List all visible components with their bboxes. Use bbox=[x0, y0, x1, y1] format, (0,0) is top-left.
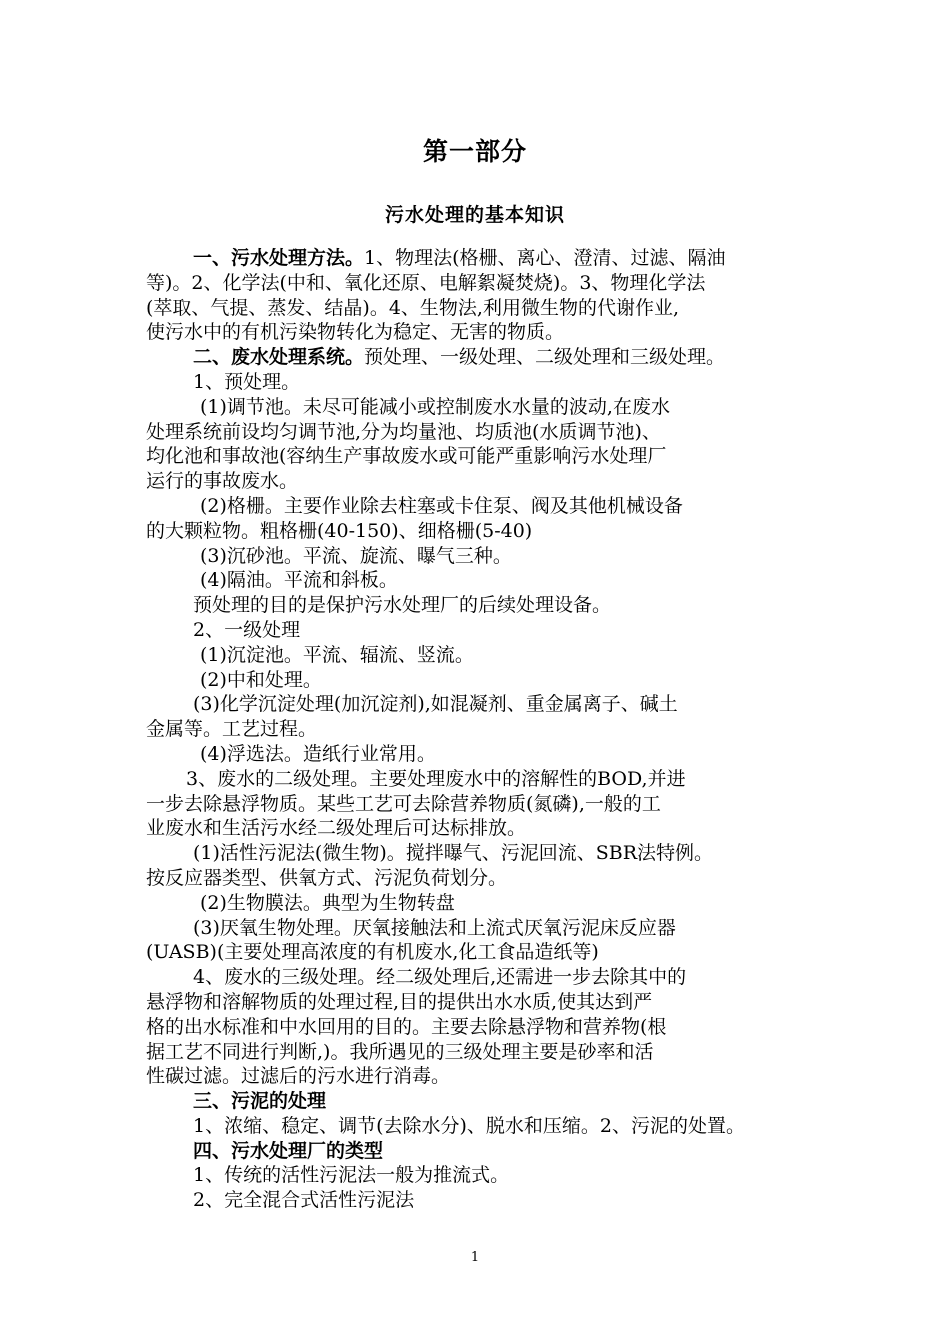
text-line bbox=[146, 866, 822, 891]
line-text: 业废水和生活污水经二级处理后可达标排放。 bbox=[146, 817, 527, 840]
line-text: 按反应器类型、供氧方式、污泥负荷划分。 bbox=[146, 866, 508, 889]
text-line bbox=[146, 320, 822, 345]
document-title: 第一部分 bbox=[422, 137, 527, 166]
text-line bbox=[146, 618, 822, 643]
line-text: 预处理的目的是保护污水处理厂的后续处理设备。 bbox=[193, 594, 612, 617]
text-line bbox=[146, 1064, 822, 1089]
line-text: 1、浓缩、稳定、调节(去除水分)、脱水和压缩。2、污泥的处置。 bbox=[193, 1114, 746, 1137]
text-line bbox=[146, 1139, 822, 1164]
line-text: (3)化学沉淀处理(加沉淀剂),如混凝剂、重金属离子、碱土 bbox=[193, 693, 678, 716]
line-text: 处理系统前设均匀调节池,分为均量池、均质池(水质调节池)、 bbox=[146, 420, 661, 443]
text-line bbox=[146, 742, 822, 767]
line-text: 的大颗粒物。粗格栅(40-150)、细格栅(5-40) bbox=[146, 519, 533, 542]
text-line bbox=[146, 1040, 822, 1065]
line-text: 运行的事故废水。 bbox=[146, 470, 299, 493]
line-text: (2)生物膜法。典型为生物转盘 bbox=[200, 891, 455, 914]
text-line bbox=[146, 593, 822, 618]
line-text: 悬浮物和溶解物质的处理过程,目的提供出水水质,使其达到严 bbox=[146, 990, 653, 1013]
line-text: 2、完全混合式活性污泥法 bbox=[193, 1189, 415, 1212]
text-line bbox=[146, 668, 822, 693]
line-text: (3)厌氧生物处理。厌氧接触法和上流式厌氧污泥床反应器 bbox=[193, 916, 676, 939]
line-text: 据工艺不同进行判断,)。我所遇见的三级处理主要是砂率和活 bbox=[146, 1040, 654, 1063]
document-body bbox=[146, 246, 822, 1213]
line-text: (1)调节池。未尽可能减小或控制废水水量的波动,在废水 bbox=[200, 395, 670, 418]
text-line bbox=[146, 469, 822, 494]
line-text: (4)隔油。平流和斜板。 bbox=[200, 569, 398, 592]
text-line bbox=[146, 891, 822, 916]
text-line bbox=[146, 246, 822, 271]
text-line bbox=[146, 965, 822, 990]
text-line bbox=[146, 444, 822, 469]
line-text: (1)沉淀池。平流、辐流、竖流。 bbox=[200, 643, 474, 666]
line-text: (2)中和处理。 bbox=[200, 668, 322, 691]
text-line bbox=[146, 395, 822, 420]
line-text: 4、废水的三级处理。经二级处理后,还需进一步去除其中的 bbox=[193, 966, 687, 989]
text-line bbox=[146, 643, 822, 668]
line-text: 一步去除悬浮物质。某些工艺可去除营养物质(氮磷),一般的工 bbox=[146, 792, 661, 815]
text-line bbox=[146, 296, 822, 321]
text-line bbox=[146, 940, 822, 965]
line-text: 1、物理法(格栅、离心、澄清、过滤、隔油 bbox=[364, 247, 726, 269]
text-line bbox=[146, 990, 822, 1015]
line-text: 使污水中的有机污染物转化为稳定、无害的物质。 bbox=[146, 321, 565, 344]
line-text: 1、传统的活性污泥法一般为推流式。 bbox=[193, 1164, 510, 1187]
text-line bbox=[146, 1163, 822, 1188]
line-text: 均化池和事故池(容纳生产事故废水或可能严重影响污水处理厂 bbox=[146, 445, 667, 468]
line-text: 预处理、一级处理、二级处理和三级处理。 bbox=[364, 346, 726, 369]
text-line bbox=[146, 816, 822, 841]
line-text: 等)。2、化学法(中和、氧化还原、电解絮凝焚烧)。3、物理化学法 bbox=[146, 271, 706, 294]
text-line bbox=[146, 544, 822, 569]
line-text: 性碳过滤。过滤后的污水进行消毒。 bbox=[146, 1065, 451, 1088]
text-line bbox=[146, 1015, 822, 1040]
line-text: (1)活性污泥法(微生物)。搅拌曝气、污泥回流、SBR法特例。 bbox=[193, 842, 714, 865]
text-line bbox=[146, 494, 822, 519]
text-line bbox=[146, 1188, 822, 1213]
text-line bbox=[146, 271, 822, 296]
text-line bbox=[146, 370, 822, 395]
text-line bbox=[146, 420, 822, 445]
text-line bbox=[146, 841, 822, 866]
line-text: (萃取、气提、蒸发、结晶)。4、生物法,利用微生物的代谢作业, bbox=[146, 296, 679, 319]
line-text: 金属等。工艺过程。 bbox=[146, 718, 318, 741]
text-line bbox=[146, 1114, 822, 1139]
text-line bbox=[146, 519, 822, 544]
line-text: (UASB)(主要处理高浓度的有机废水,化工食品造纸等) bbox=[146, 941, 599, 964]
document-subtitle: 污水处理的基本知识 bbox=[384, 204, 565, 226]
bold-heading: 四、污水处理厂的类型 bbox=[193, 1139, 384, 1162]
bold-heading: 三、污泥的处理 bbox=[193, 1090, 327, 1113]
bold-heading: 一、污水处理方法。 bbox=[193, 247, 365, 269]
page-number: 1 bbox=[470, 1250, 480, 1265]
line-text: 格的出水标准和中水回用的目的。主要去除悬浮物和营养物(根 bbox=[146, 1015, 667, 1038]
text-line bbox=[146, 916, 822, 941]
line-text: (4)浮选法。造纸行业常用。 bbox=[200, 742, 436, 765]
line-text: 1、预处理。 bbox=[193, 370, 301, 393]
text-line bbox=[146, 792, 822, 817]
text-line bbox=[146, 767, 822, 792]
line-text: (3)沉砂池。平流、旋流、曝气三种。 bbox=[200, 544, 512, 567]
text-line bbox=[146, 568, 822, 593]
text-line bbox=[146, 717, 822, 742]
bold-heading: 二、废水处理系统。 bbox=[193, 346, 365, 369]
text-line bbox=[146, 1089, 822, 1114]
text-line bbox=[146, 692, 822, 717]
text-line bbox=[146, 345, 822, 370]
line-text: 3、废水的二级处理。主要处理废水中的溶解性的BOD,并进 bbox=[186, 767, 686, 790]
line-text: (2)格栅。主要作业除去柱塞或卡住泵、阀及其他机械设备 bbox=[200, 494, 683, 517]
line-text: 2、一级处理 bbox=[193, 618, 301, 641]
